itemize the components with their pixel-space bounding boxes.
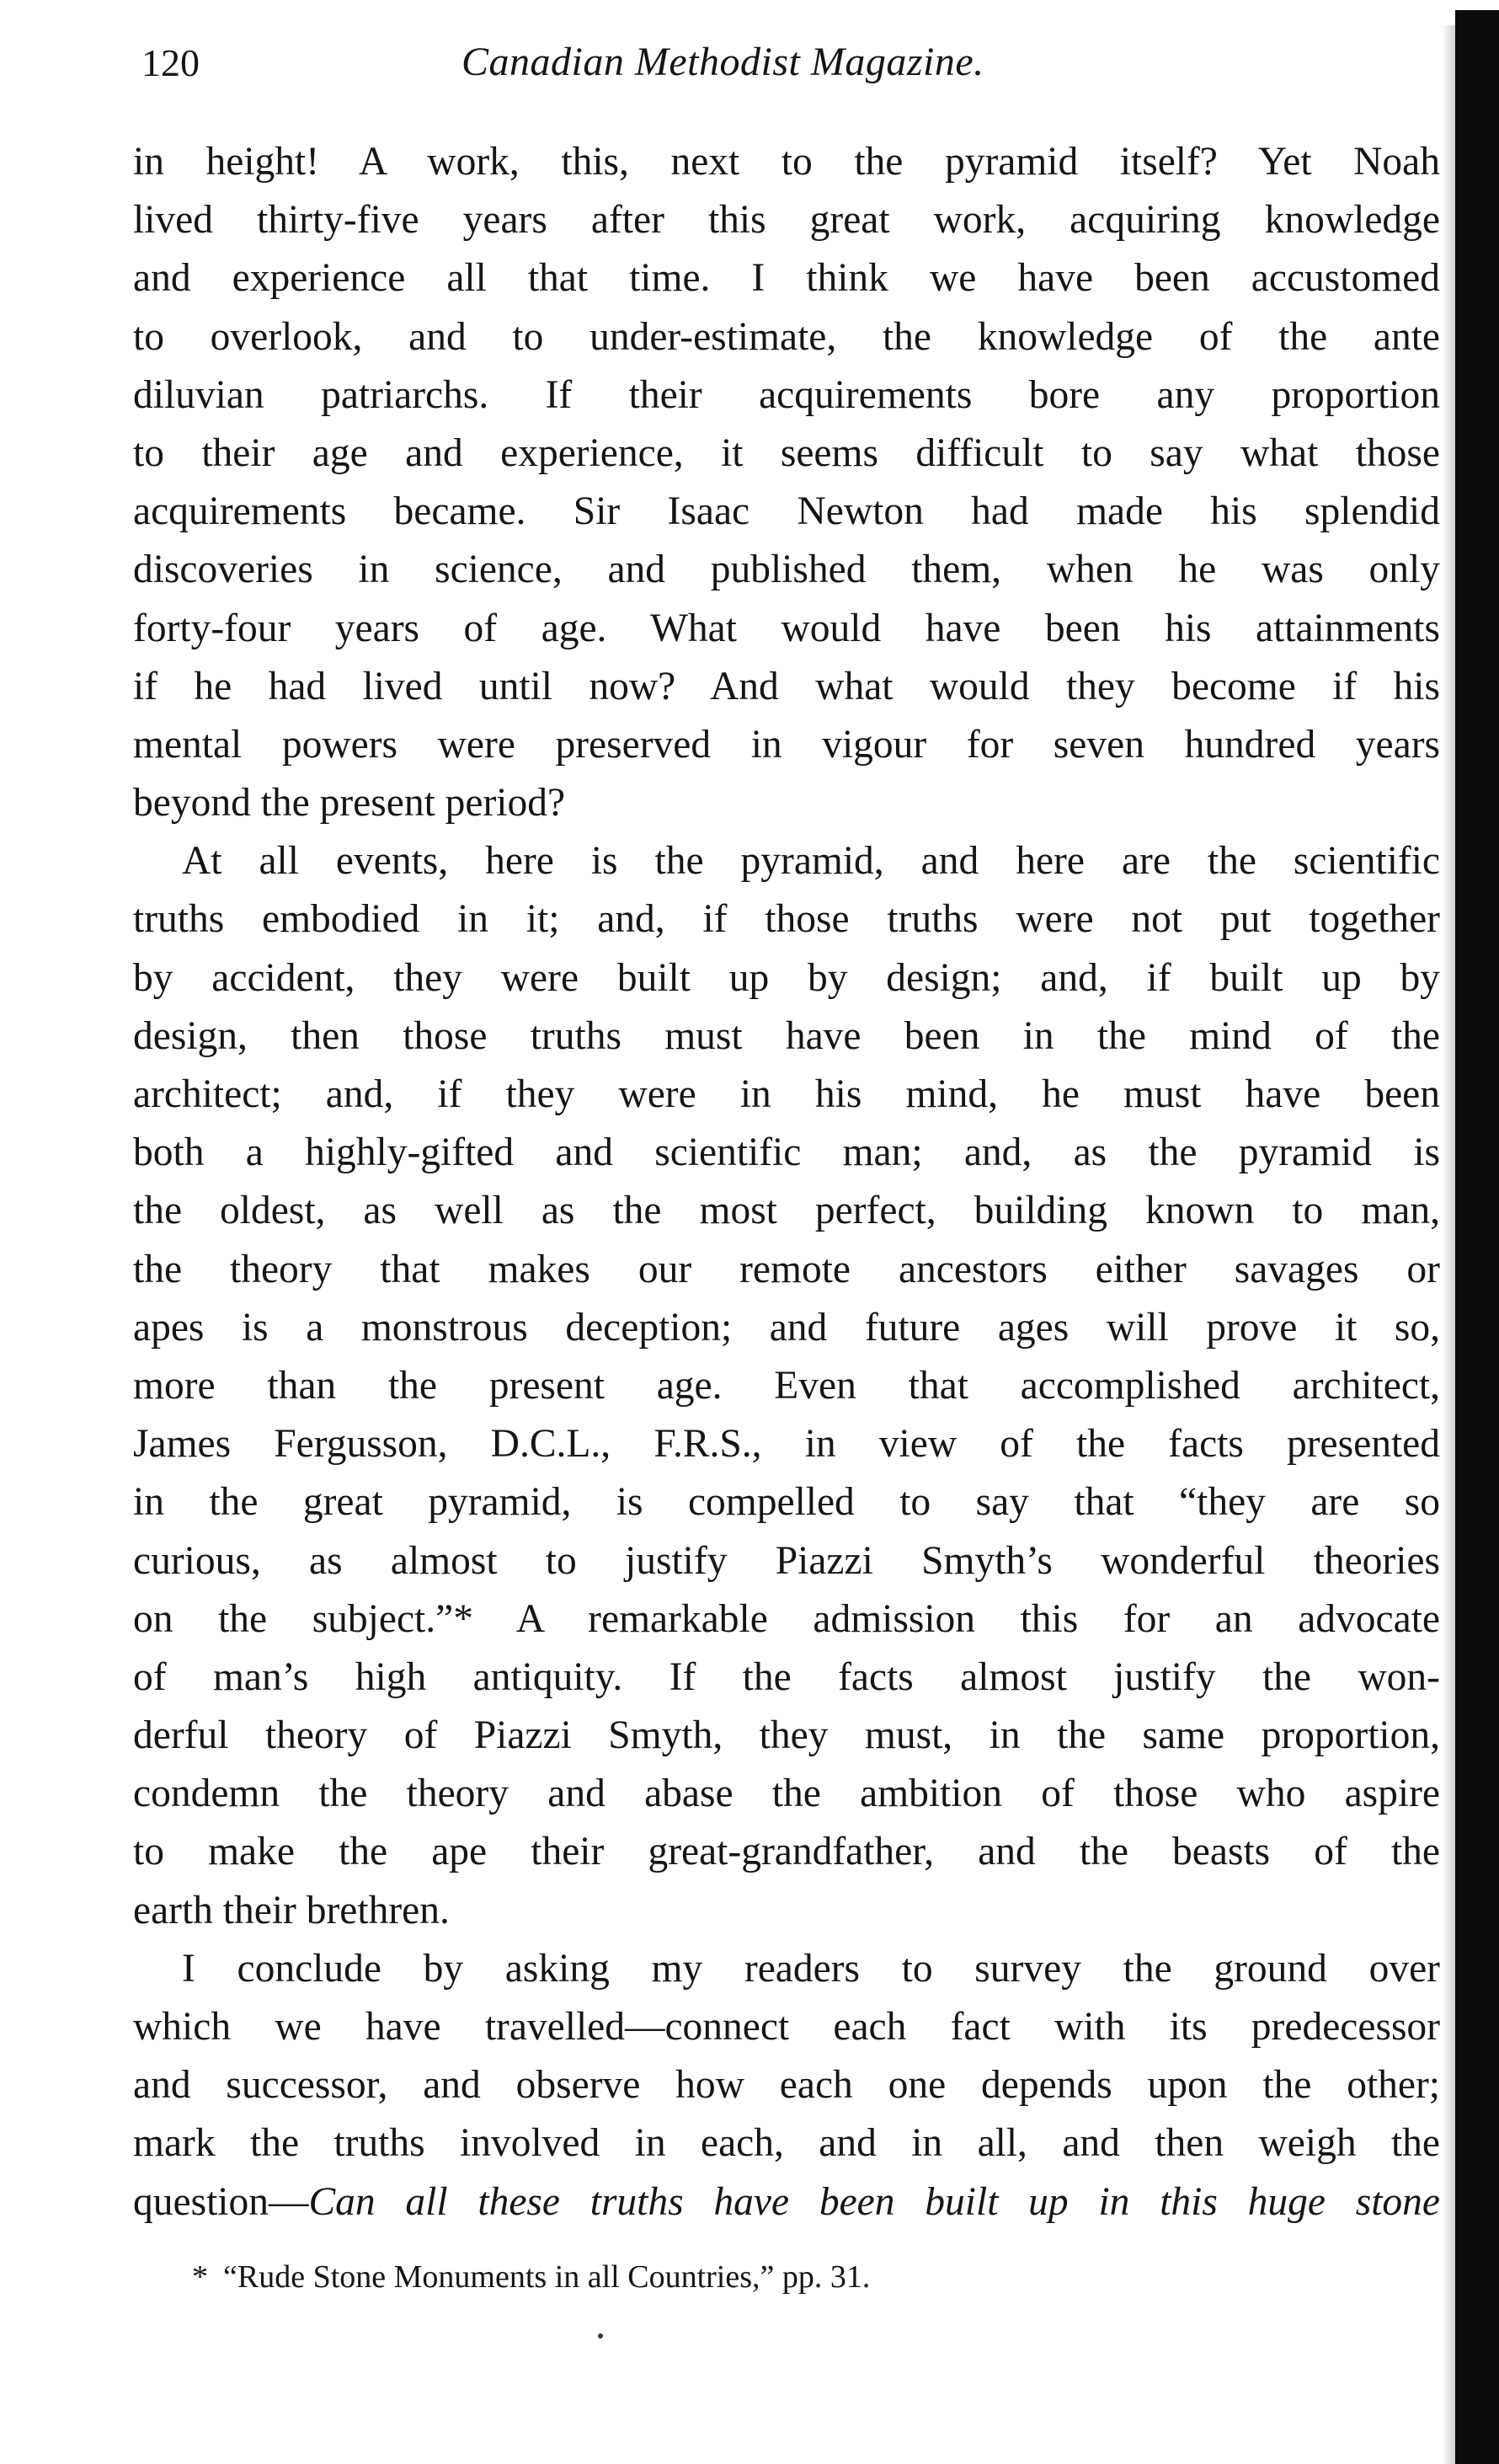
text-line: architect; and, if they were in his mind, he must have been — [133, 1072, 1440, 1116]
binding-edge — [1455, 10, 1499, 2464]
text-line: in height! A work, this, next to the pyramid itself? Yet Noah — [133, 140, 1440, 184]
ink-speck — [598, 2333, 603, 2338]
text-line: both a highly-gifted and scientific man; and, as the pyramid is — [133, 1130, 1440, 1175]
text-line: James Fergusson, D.C.L., F.R.S., in view of the facts presented — [133, 1422, 1440, 1467]
article-body — [133, 133, 1440, 2231]
text-line: by accident, they were built up by design; and, if built up by — [133, 955, 1440, 1000]
running-title: Canadian Methodist Magazine. — [461, 40, 984, 84]
text-line: I conclude by asking my readers to survey the ground over — [182, 1946, 1440, 1991]
page-number: 120 — [141, 41, 200, 84]
text-line: forty-four years of age. What would have been his attainments — [133, 606, 1440, 650]
text-line: beyond the present period? — [133, 781, 566, 826]
paragraph — [133, 133, 1440, 832]
footnote — [192, 2258, 870, 2296]
text-line: condemn the theory and abase the ambition of those who aspire — [133, 1772, 1440, 1816]
text-line: earth their brethren. — [133, 1888, 450, 1932]
text-line: which we have travelled—connect each fact with its predecessor — [133, 2005, 1440, 2049]
text-line: discoveries in science, and published them, when he was only — [133, 548, 1440, 592]
text-line: design, then those truths must have been in the mind of the — [133, 1013, 1440, 1058]
text-line: and successor, and observe how each one depends upon the other; — [133, 2063, 1440, 2108]
text-line: lived thirty-five years after this great work, acquiring knowledge — [133, 198, 1440, 243]
text-line: to make the ape their great-grandfather, and the beasts of the — [133, 1830, 1440, 1874]
text-line: derful theory of Piazzi Smyth, they must, in the same proportion, — [133, 1713, 1440, 1758]
text-line: to their age and experience, it seems difficult to say what those — [133, 430, 1440, 475]
text-line-final — [133, 2173, 1440, 2231]
text-line: in the great pyramid, is compelled to say that “they are so — [133, 1480, 1440, 1525]
text-line: curious, as almost to justify Piazzi Smyth’s wonderful theories — [133, 1538, 1440, 1583]
text-line: diluvian patriarchs. If their acquirements bore any proportion — [133, 372, 1440, 417]
italic-question: Can all these truths have been built up in this huge stone — [308, 2179, 1440, 2224]
paragraph — [133, 1940, 1440, 2231]
text-line-prefix: question— — [133, 2179, 309, 2224]
text-line: apes is a monstrous deception; and future ages will prove it so, — [133, 1305, 1440, 1350]
binding-shadow — [1442, 25, 1455, 2464]
text-line: At all events, here is the pyramid, and here are the scientific — [182, 839, 1440, 884]
text-line: the oldest, as well as the most perfect, building known to man, — [133, 1189, 1440, 1233]
text-line: more than the present age. Even that accomplished architect, — [133, 1363, 1440, 1408]
text-line: to overlook, and to under-estimate, the knowledge of the ante — [133, 314, 1440, 359]
text-line: mental powers were preserved in vigour for seven hundred years — [133, 722, 1440, 767]
text-line: on the subject.”* A remarkable admission this for an advocate — [133, 1596, 1440, 1641]
text-line: if he had lived until now? And what would they become if his — [133, 664, 1440, 708]
text-line: acquirements became. Sir Isaac Newton had made his splendid — [133, 489, 1440, 534]
footnote-mark: * — [192, 2259, 208, 2295]
footnote-text: “Rude Stone Monuments in all Countries,” pp. 31. — [223, 2259, 871, 2295]
text-line: of man’s high antiquity. If the facts almost justify the won- — [133, 1654, 1440, 1699]
text-line: and experience all that time. I think we have been accustomed — [133, 256, 1440, 301]
text-line: truths embodied in it; and, if those truths were not put together — [133, 897, 1440, 942]
text-line: the theory that makes our remote ancestors either savages or — [133, 1247, 1440, 1291]
text-line: mark the truths involved in each, and in all, and then weigh the — [133, 2121, 1440, 2166]
running-header — [141, 34, 1438, 101]
paragraph — [133, 832, 1440, 1940]
